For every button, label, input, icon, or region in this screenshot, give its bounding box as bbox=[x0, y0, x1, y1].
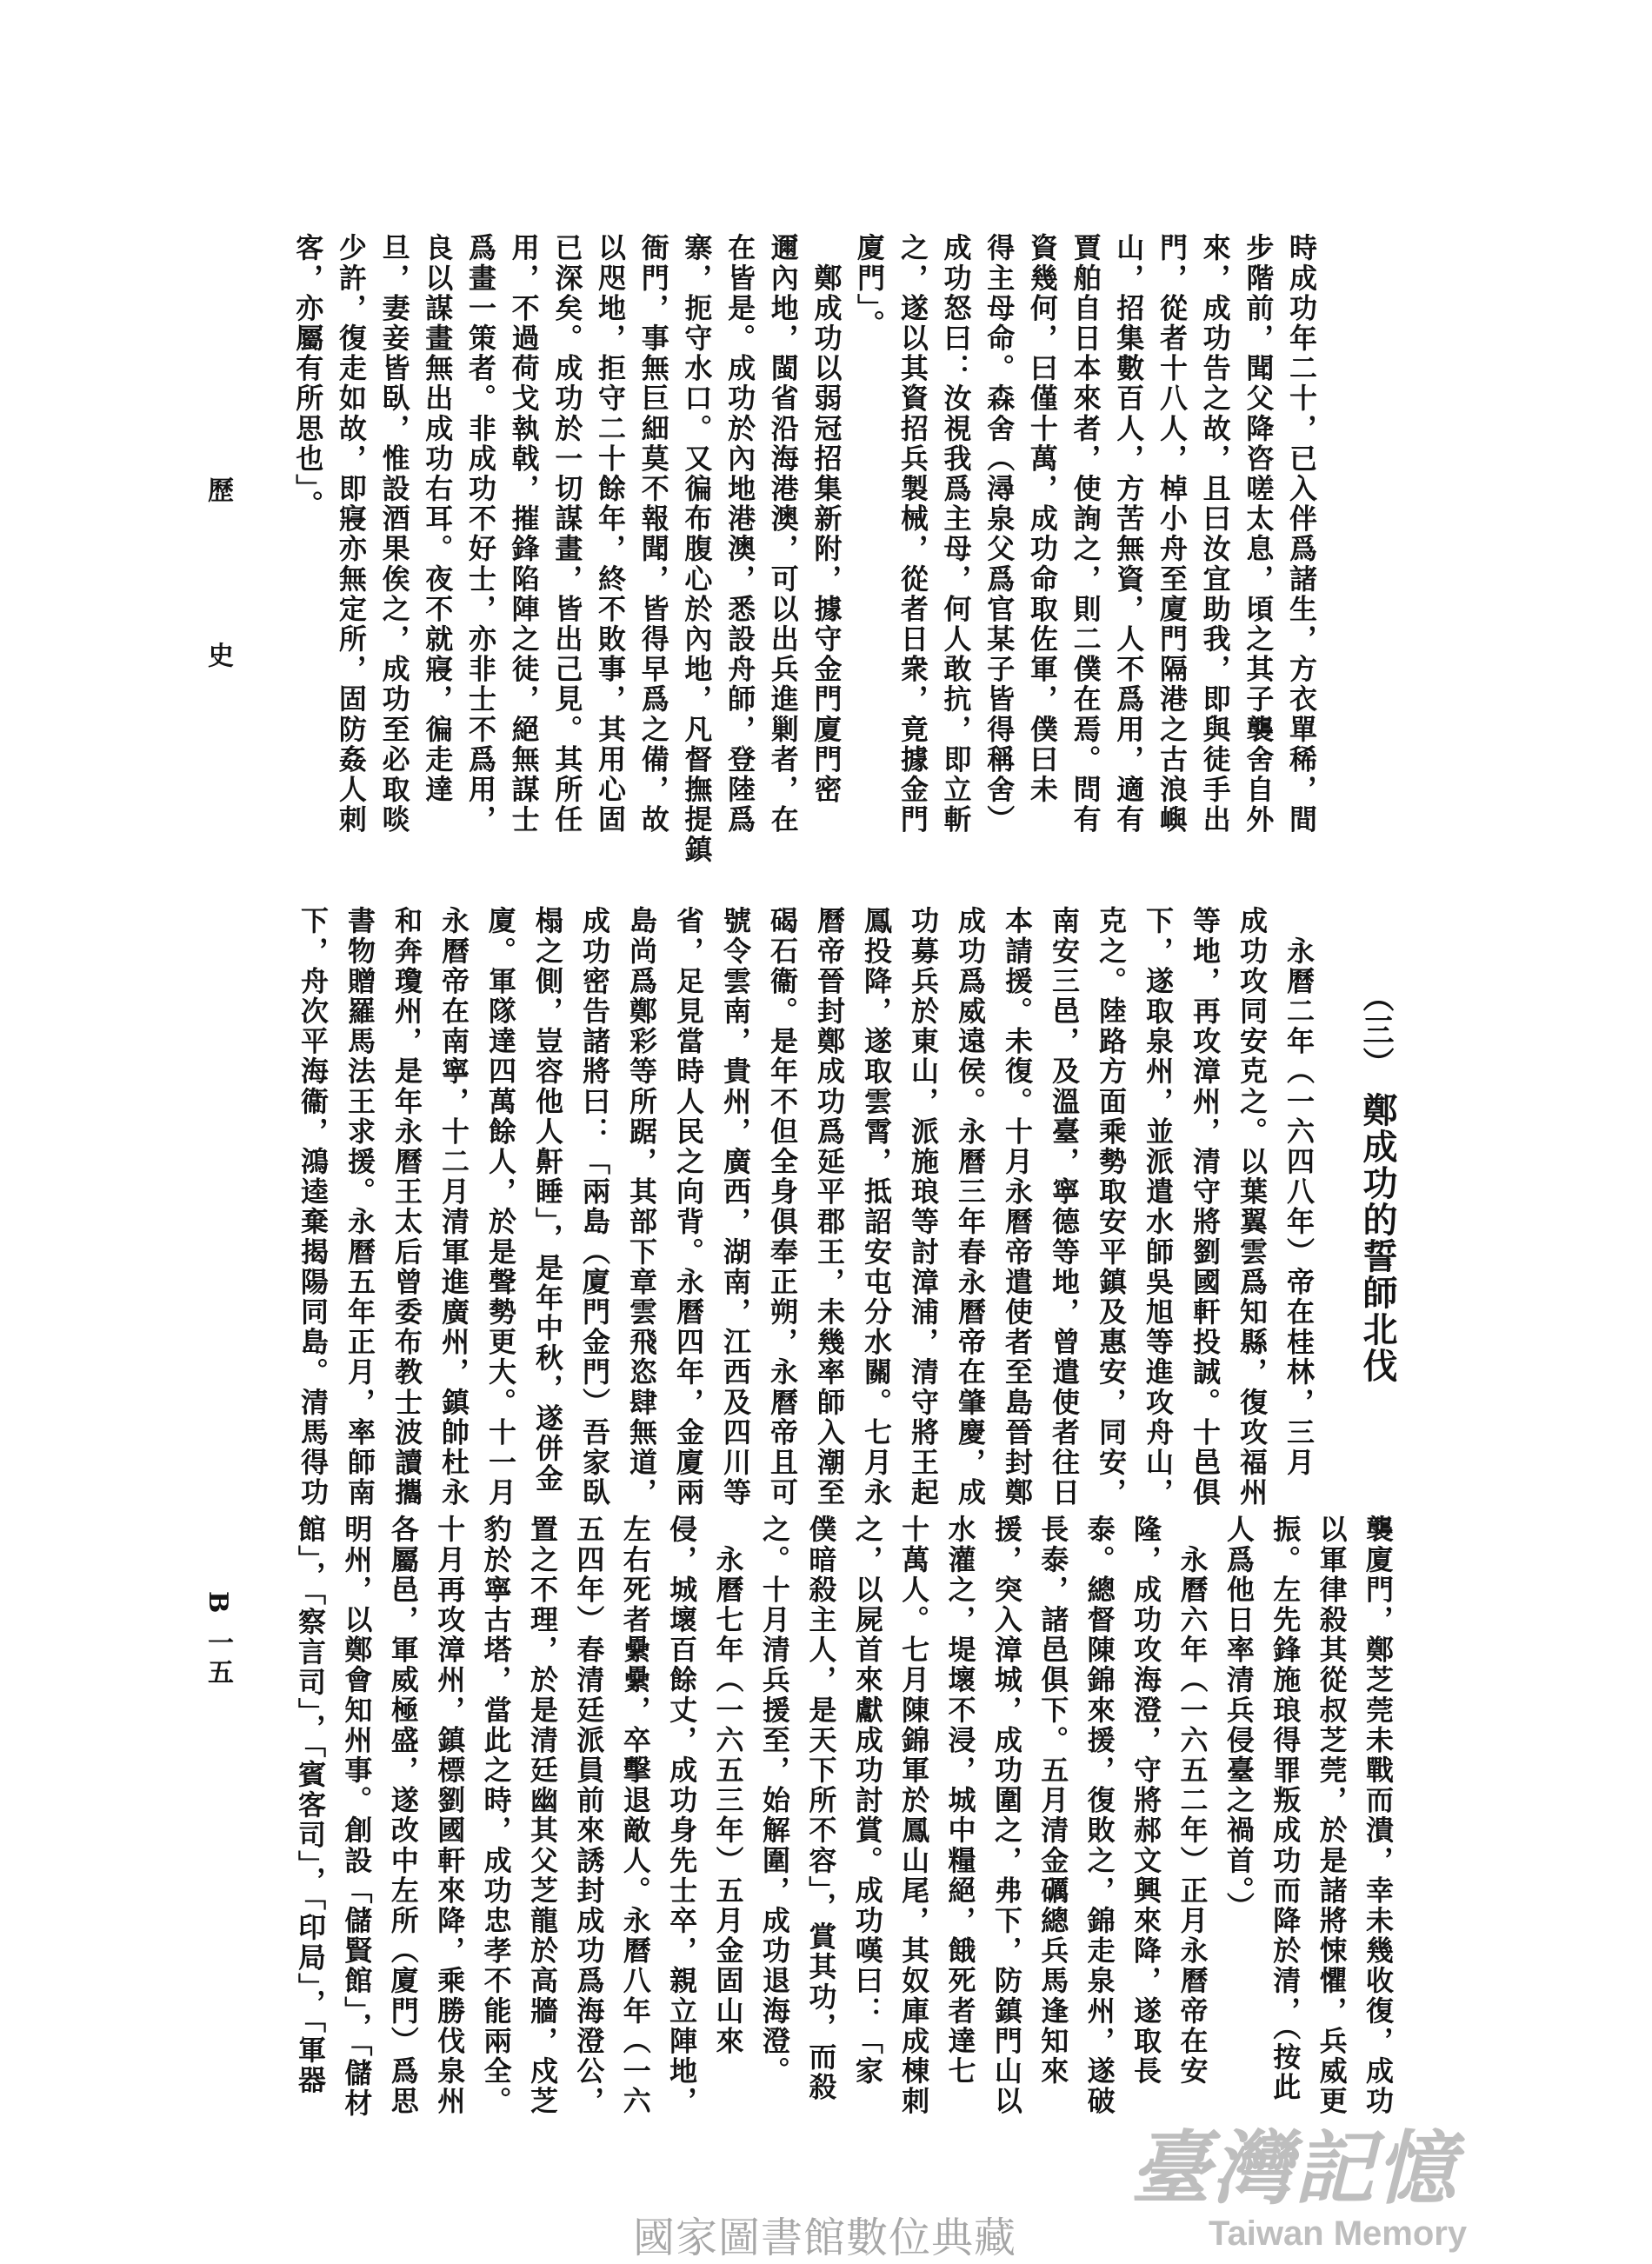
text-column: 山，招集數百人，方苦無資，人不爲用，適有 bbox=[1112, 233, 1146, 835]
text-block-middle bbox=[286, 906, 1319, 1510]
text-column: 門，從者十八人，棹小舟至廈門隔港之古浪嶼 bbox=[1155, 233, 1189, 835]
text-column: 賈舶自日本來者，使詢之，則二僕在焉。問有 bbox=[1069, 233, 1102, 835]
text-column: 下，遂取泉州，並派遣水師吳旭等進攻舟山， bbox=[1142, 906, 1175, 1508]
text-column: 爲畫一策者。非成功不好士，亦非士不爲用， bbox=[463, 233, 497, 835]
text-column: 永曆六年（一六五二年）正月永曆帝在安 bbox=[1176, 1515, 1209, 2087]
section-title: 鄭成功的誓師北伐 bbox=[1357, 1092, 1397, 1384]
text-block-top bbox=[285, 233, 1322, 872]
text-column: 號令雲南，貴州，廣西，湖南，江西及四川等 bbox=[719, 906, 752, 1508]
text-column: 島尚爲鄭彩等所踞，其部下章雲飛恣肆無道， bbox=[625, 906, 658, 1508]
text-column: 本請援。未復。十月永曆帝遣使者至島晉封鄭 bbox=[1001, 906, 1034, 1508]
text-column: 置之不理，於是清廷幽其父芝龍於高牆，戍芝 bbox=[525, 1515, 559, 2116]
text-column: 榻之側，豈容他人鼾睡」，是年中秋，遂併金 bbox=[531, 906, 564, 1494]
text-column: 以咫地，拒守二十餘年，終不敗事，其用心固 bbox=[594, 233, 627, 835]
text-column: 廈門」。 bbox=[853, 233, 887, 340]
text-column: 衙門，事無巨細莫不報聞，皆得早爲之備，故 bbox=[636, 233, 670, 835]
watermark-cn: 臺灣記憶 bbox=[1130, 2122, 1458, 2215]
text-column: 僕暗殺主人，是天下所不容」，賞其功，而殺 bbox=[804, 1515, 838, 2102]
text-block-bottom bbox=[284, 1515, 1398, 2119]
text-column: 襲廈門，鄭芝莞未戰而潰，幸未幾收復，成功 bbox=[1362, 1515, 1395, 2116]
text-column: 鳳投降，遂取雲霄，抵詔安屯分水關。七月永 bbox=[860, 906, 893, 1508]
text-column: 左右死者纍纍，卒擊退敵人。永曆八年（一六 bbox=[618, 1515, 652, 2116]
text-column: 長泰，諸邑俱下。五月清金礪總兵馬逢知來 bbox=[1036, 1515, 1070, 2087]
text-column: 時成功年二十，已入伴爲諸生，方衣單稀，間 bbox=[1285, 233, 1318, 835]
text-column: 南安三邑，及溫臺，寧德等地，曾遣使者往日 bbox=[1048, 906, 1081, 1508]
text-column: 泰。總督陳錦來援，復敗之，錦走泉州，遂破 bbox=[1082, 1515, 1116, 2116]
page-number: B 一五 bbox=[203, 1591, 233, 1688]
text-column: 成功密告諸將曰：「兩島（廈門金門）吾家臥 bbox=[578, 906, 611, 1508]
text-column: 功募兵於東山，派施琅等討漳浦，清守將王起 bbox=[907, 906, 940, 1508]
text-column: 永曆帝在南寧，十二月清軍進廣州，鎮帥杜永 bbox=[437, 906, 470, 1508]
text-column: 成功怒曰：汝視我爲主母，何人敢抗，即立斬 bbox=[939, 233, 973, 835]
running-head-title: 歷史 bbox=[203, 476, 233, 807]
watermark-logo bbox=[1130, 2122, 1513, 2256]
text-column: 之。十月清兵援至，始解圍，成功退海澄。 bbox=[757, 1515, 791, 2087]
footer-credit: 國家圖書館數位典藏 bbox=[633, 2214, 1017, 2262]
section-number: （三） bbox=[1358, 981, 1395, 1080]
text-column: 五四年）春清廷派員前來誘封成功爲海澄公， bbox=[572, 1515, 606, 2116]
text-column: 隆，成功攻海澄，守將郝文興來降，遂取長 bbox=[1129, 1515, 1163, 2087]
text-column: 十月再攻漳州，鎮標劉國軒來降，乘勝伐泉州 bbox=[433, 1515, 467, 2116]
text-column: 曆帝晉封鄭成功爲延平郡王，未幾率師入潮至 bbox=[813, 906, 846, 1508]
text-column: 侵，城壞百餘丈，成功身先士卒，親立陣地， bbox=[665, 1515, 699, 2116]
text-column: 鄭成功以弱冠招集新附，據守金門廈門密 bbox=[809, 233, 843, 805]
text-column: 廈。軍隊達四萬餘人，於是聲勢更大。十一月 bbox=[484, 906, 517, 1508]
text-column: 等地，再攻漳州，清守將劉國軒投誠。十邑俱 bbox=[1189, 906, 1222, 1508]
text-column: 人爲他日率清兵侵臺之禍首。） bbox=[1222, 1515, 1256, 1922]
text-column: 豹於寧古塔，當此之時，成功忠孝不能兩全。 bbox=[479, 1515, 513, 2116]
text-column: 寨，扼守水口。又徧布腹心於內地，凡督撫提鎮 bbox=[680, 233, 714, 865]
text-column: 少許，復走如故，即寢亦無定所，固防姦人刺 bbox=[334, 233, 368, 835]
text-column: 以軍律殺其從叔芝莞，於是諸將悚懼，兵威更 bbox=[1315, 1515, 1349, 2116]
text-column: 良以謀畫無出成功右耳。夜不就寢，徧走達 bbox=[421, 233, 455, 805]
text-column: 明州，以鄭會知州事。創設「儲賢館」，「儲材 bbox=[340, 1515, 374, 2119]
text-column: 旦，妻妾皆臥，惟設酒果俟之，成功至必取啖 bbox=[377, 233, 411, 835]
text-column: 之，遂以其資招兵製械，從者日衆，竟據金門 bbox=[896, 233, 929, 835]
text-column: 成功爲威遠侯。永曆三年春永曆帝在肇慶，成 bbox=[954, 906, 987, 1508]
text-column: 得主母命。森舍（潯泉父爲官某子皆得稱舍） bbox=[983, 233, 1016, 835]
text-column: 館」，「察言司」，「賓客司」，「印局」，「軍器 bbox=[294, 1515, 328, 2095]
text-column: 省，足見當時人民之向背。永曆四年，金廈兩 bbox=[672, 906, 705, 1508]
text-column: 客，亦屬有所思也」。 bbox=[291, 233, 325, 520]
text-column: 永曆七年（一六五三年）五月金固山來 bbox=[711, 1515, 745, 2056]
text-column: 來，成功告之故，且曰汝宜助我，即與徒手出 bbox=[1198, 233, 1232, 835]
text-column: 和奔瓊州，是年永曆王太后曾委布教士波讀攜 bbox=[390, 906, 423, 1508]
text-column: 十萬人。七月陳錦軍於鳳山尾，其奴庫成棟刺 bbox=[897, 1515, 931, 2116]
watermark-en: Taiwan Memory bbox=[1209, 2214, 1468, 2253]
text-column: 成功攻同安克之。以葉翼雲爲知縣，復攻福州 bbox=[1236, 906, 1269, 1508]
text-column: 永曆二年（一六四八年）帝在桂林，三月 bbox=[1282, 906, 1316, 1478]
text-column: 邇內地，閩省沿海港澳，可以出兵進剿者，在 bbox=[766, 233, 800, 835]
text-column: 在皆是。成功於內地港澳，悉設舟師，登陸爲 bbox=[723, 233, 757, 835]
text-column: 書物贈羅馬法王求援。永曆五年正月，率師南 bbox=[343, 906, 376, 1508]
text-column: 振。左先鋒施琅得罪叛成功而降於清，（按此 bbox=[1269, 1515, 1302, 2102]
text-column: 用，不過荷戈執戟，摧鋒陷陣之徒，絕無謀士 bbox=[507, 233, 541, 835]
text-column: 資幾何，曰僅十萬，成功命取佐軍，僕曰未 bbox=[1025, 233, 1059, 805]
text-column: 克之。陸路方面乘勢取安平鎮及惠安，同安， bbox=[1095, 906, 1128, 1508]
text-column: 援，突入漳城，成功圍之，弗下，防鎮門山以 bbox=[989, 1515, 1023, 2116]
text-column: 已深矣。成功於一切謀畫，皆出己見。其所任 bbox=[550, 233, 584, 835]
text-column: 之，以屍首來獻成功討賞。成功嘆曰：「家 bbox=[850, 1515, 884, 2087]
text-column: 各屬邑，軍威極盛，遂改中左所（廈門）爲思 bbox=[386, 1515, 420, 2116]
text-column: 步階前，聞父降咨嗟太息，頃之其子襲舍自外 bbox=[1242, 233, 1276, 835]
text-column: 下，舟次平海衞，鴻逵棄揭陽同島。清馬得功 bbox=[296, 906, 330, 1508]
text-column: 碣石衞。是年不但全身俱奉正朔，永曆帝且可 bbox=[766, 906, 799, 1508]
text-column: 水灌之，堤壞不浸，城中糧絕，餓死者達七 bbox=[943, 1515, 977, 2087]
